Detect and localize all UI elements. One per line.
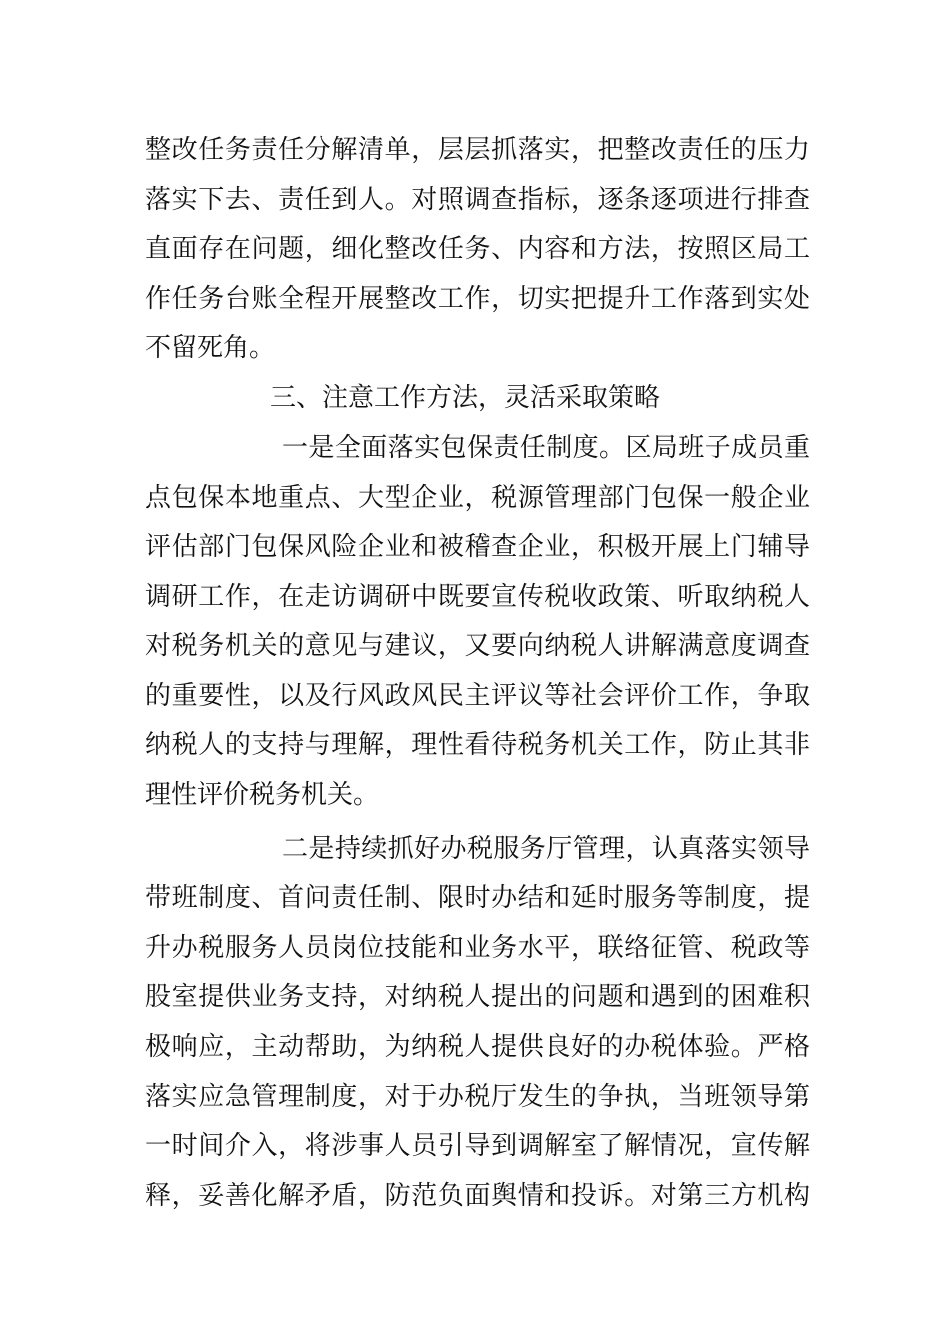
paragraph-1-line-2: 落实下去、责任到人。对照调查指标，逐条逐项进行排查 — [145, 185, 810, 215]
paragraph-3-line-3: 升办税服务人员岗位技能和业务水平，联络征管、税政等 — [145, 933, 810, 963]
paragraph-1-line-3: 直面存在问题，细化整改任务、内容和方法，按照区局工 — [145, 234, 810, 264]
paragraph-2-line-8: 理性评价税务机关。 — [145, 780, 380, 810]
paragraph-1-line-5: 不留死角。 — [145, 333, 276, 363]
paragraph-3-line-2: 带班制度、首问责任制、限时办结和延时服务等制度，提 — [145, 883, 810, 913]
paragraph-3-line-7: 一时间介入，将涉事人员引导到调解室了解情况，宣传解 — [145, 1131, 810, 1161]
section-heading: 三、注意工作方法，灵活采取策略 — [270, 383, 661, 413]
paragraph-2-line-6: 的重要性，以及行风政风民主评议等社会评价工作，争取 — [145, 681, 810, 711]
paragraph-2-line-5: 对税务机关的意见与建议，又要向纳税人讲解满意度调查 — [145, 631, 810, 661]
paragraph-2-line-7: 纳税人的支持与理解，理性看待税务机关工作，防止其非 — [145, 730, 810, 760]
paragraph-2-line-3: 评估部门包保风险企业和被稽查企业，积极开展上门辅导 — [145, 532, 810, 562]
paragraph-3-line-6: 落实应急管理制度，对于办税厅发生的争执，当班领导第 — [145, 1082, 810, 1112]
paragraph-2-line-1: 一是全面落实包保责任制度。区局班子成员重 — [282, 433, 810, 463]
paragraph-3-line-5: 极响应，主动帮助，为纳税人提供良好的办税体验。严格 — [145, 1032, 810, 1062]
paragraph-1-line-1: 整改任务责任分解清单，层层抓落实，把整改责任的压力 — [145, 135, 810, 165]
paragraph-1-line-4: 作任务台账全程开展整改工作，切实把提升工作落到实处 — [145, 284, 810, 314]
paragraph-3-line-8: 释，妥善化解矛盾，防范负面舆情和投诉。对第三方机构 — [145, 1181, 810, 1211]
paragraph-3-line-1: 二是持续抓好办税服务厅管理，认真落实领导 — [282, 834, 810, 864]
paragraph-3-line-4: 股室提供业务支持，对纳税人提出的问题和遇到的困难积 — [145, 982, 810, 1012]
paragraph-2-line-2: 点包保本地重点、大型企业，税源管理部门包保一般企业 — [145, 483, 810, 513]
paragraph-2-line-4: 调研工作，在走访调研中既要宣传税收政策、听取纳税人 — [145, 582, 810, 612]
